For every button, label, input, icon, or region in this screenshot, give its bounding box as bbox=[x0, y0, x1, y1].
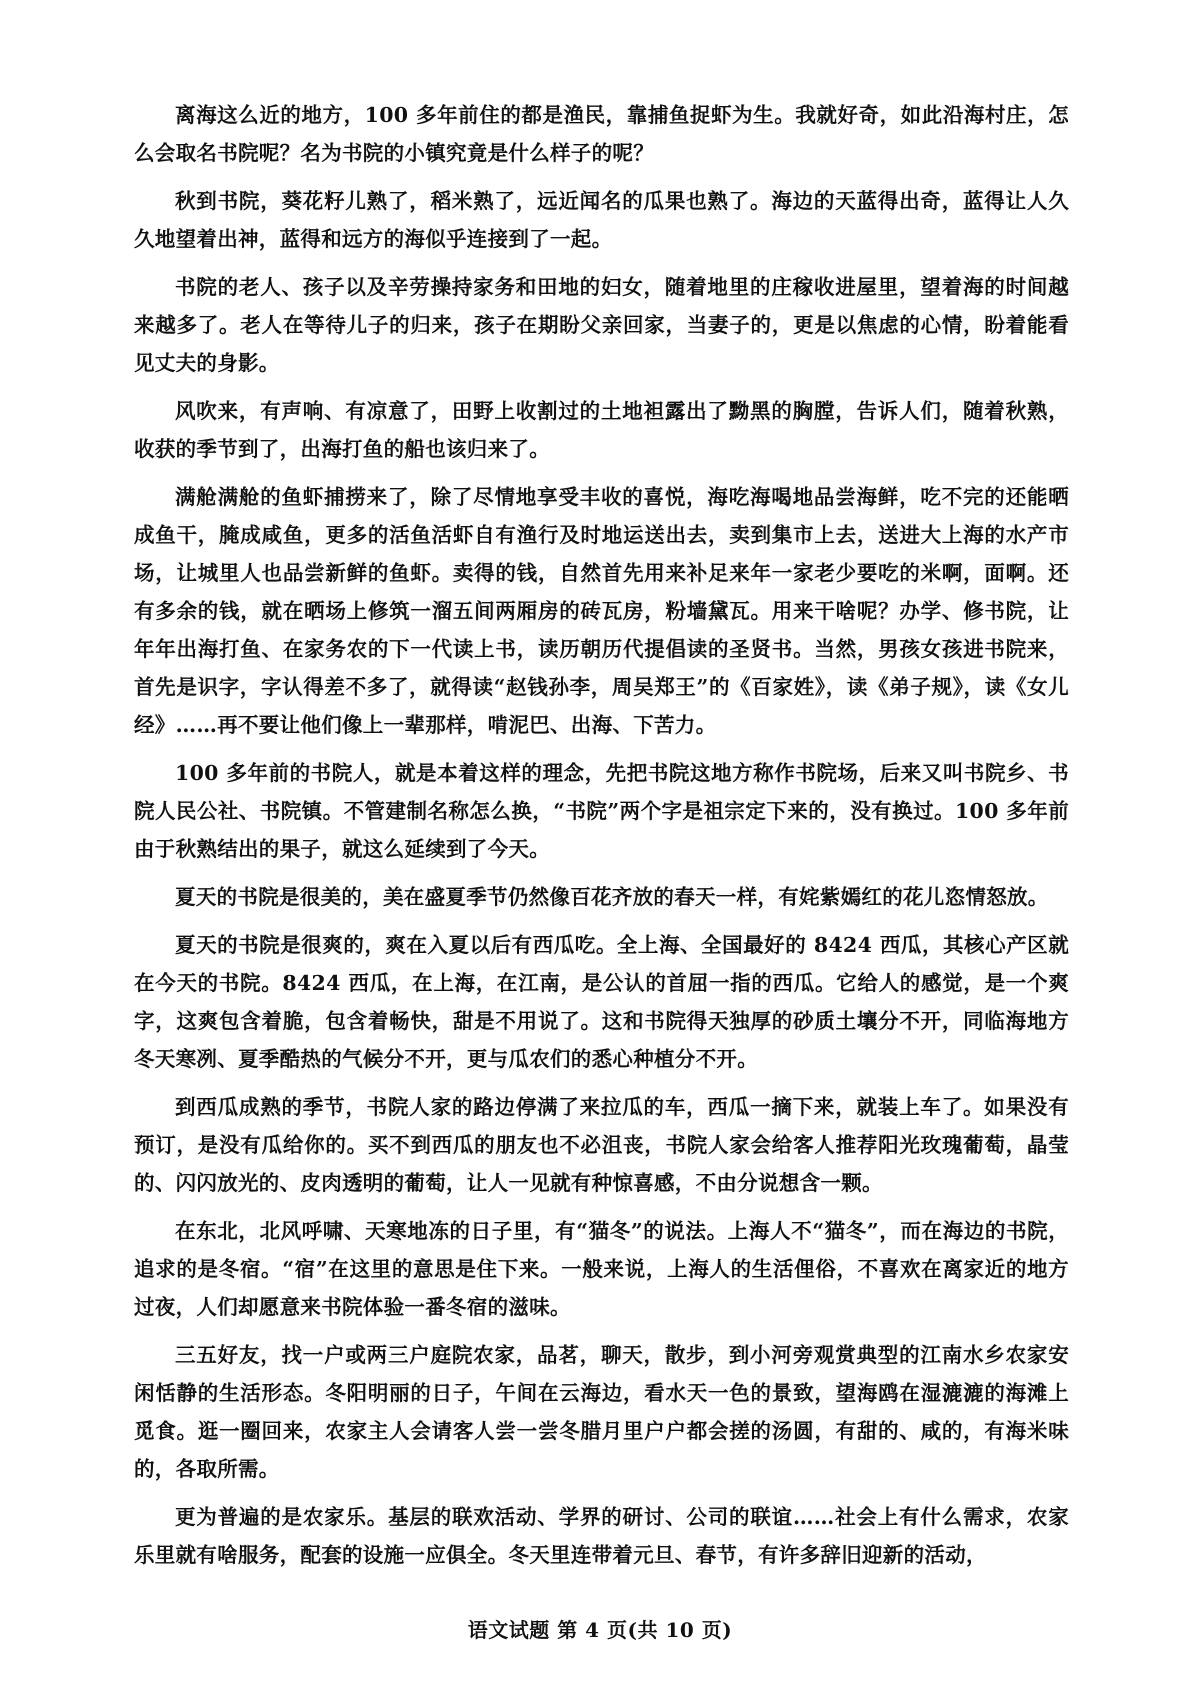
paragraph-5: 满舱满舱的鱼虾捕捞来了，除了尽情地享受丰收的喜悦，海吃海喝地品尝海鲜，吃不完的还能晒成鱼干，腌成咸鱼，更多的活鱼活虾自有渔行及时地运送出去，卖到集市上去，送进大上海的水产市场，让城里人也品尝新鲜的鱼虾。卖得的钱，自然首先用来补足来年一家老少要吃的米啊，面啊。还有多余的钱，就在晒场上修筑一溜五间两厢房的砖瓦房，粉墙黛瓦。用来干啥呢？办学、修书院，让年年出海打鱼、在家务农的下一代读上书，读历朝历代提倡读的圣贤书。当然，男孩女孩进书院来，首先是识字，字认得差不多了，就得读“赵钱孙李，周吴郑王”的《百家姓》，读《弟子规》，读《女儿经》……再不要让他们像上一辈那样，啃泥巴、出海、下苦力。 bbox=[134, 485, 1069, 737]
paragraph-2: 秋到书院，葵花籽儿熟了，稻米熟了，远近闻名的瓜果也熟了。海边的天蓝得出奇，蓝得让人久久地望着出神，蓝得和远方的海似乎连接到了一起。 bbox=[134, 189, 1069, 251]
paragraph-8: 夏天的书院是很爽的，爽在入夏以后有西瓜吃。全上海、全国最好的 8424 西瓜，其核心产区就在今天的书院。8424 西瓜，在上海，在江南，是公认的首屈一指的西瓜。它给人的感觉，是一个爽字，这爽包含着脆，包含着畅快，甜是不用说了。这和书院得天独厚的砂质土壤分不开，同临海地方冬天寒冽、夏季酷热的气候分不开，更与瓜农们的悉心种植分不开。 bbox=[134, 933, 1069, 1071]
paragraph-10: 在东北，北风呼啸、天寒地冻的日子里，有“猫冬”的说法。上海人不“猫冬”，而在海边的书院，追求的是冬宿。“宿”在这里的意思是住下来。一般来说，上海人的生活俚俗，不喜欢在离家近的地方过夜，人们却愿意来书院体验一番冬宿的滋味。 bbox=[134, 1219, 1069, 1319]
paragraph-11: 三五好友，找一户或两三户庭院农家，品茗，聊天，散步，到小河旁观赏典型的江南水乡农家安闲恬静的生活形态。冬阳明丽的日子，午间在云海边，看水天一色的景致，望海鸥在湿漉漉的海滩上觅食。逛一圈回来，农家主人会请客人尝一尝冬腊月里户户都会搓的汤圆，有甜的、咸的，有海米味的，各取所需。 bbox=[134, 1343, 1069, 1481]
paragraph-7: 夏天的书院是很美的，美在盛夏季节仍然像百花齐放的春天一样，有姹紫嫣红的花儿恣情怒放。 bbox=[175, 885, 1049, 909]
paragraph-6: 100 多年前的书院人，就是本着这样的理念，先把书院这地方称作书院场，后来又叫书院乡、书院人民公社、书院镇。不管建制名称怎么换，“书院”两个字是祖宗定下来的，没有换过。100 多年前由于秋熟结出的果子，就这么延续到了今天。 bbox=[134, 761, 1069, 861]
paragraph-9: 到西瓜成熟的季节，书院人家的路边停满了来拉瓜的车，西瓜一摘下来，就装上车了。如果没有预订，是没有瓜给你的。买不到西瓜的朋友也不必沮丧，书院人家会给客人推荐阳光玫瑰葡萄，晶莹的、闪闪放光的、皮肉透明的葡萄，让人一见就有种惊喜感，不由分说想含一颗。 bbox=[134, 1095, 1069, 1195]
paragraph-3: 书院的老人、孩子以及辛劳操持家务和田地的妇女，随着地里的庄稼收进屋里，望着海的时间越来越多了。老人在等待儿子的归来，孩子在期盼父亲回家，当妻子的，更是以焦虑的心情，盼着能看见丈夫的身影。 bbox=[134, 275, 1069, 375]
paragraph-1: 离海这么近的地方，100 多年前住的都是渔民，靠捕鱼捉虾为生。我就好奇，如此沿海村庄，怎么会取名书院呢？名为书院的小镇究竟是什么样子的呢？ bbox=[134, 103, 1069, 165]
paragraph-12: 更为普遍的是农家乐。基层的联欢活动、学界的研讨、公司的联谊……社会上有什么需求，农家乐里就有啥服务，配套的设施一应俱全。冬天里连带着元旦、春节，有许多辞旧迎新的活动， bbox=[134, 1505, 1069, 1567]
article-body bbox=[134, 96, 1069, 1584]
paragraph-4: 风吹来，有声响、有凉意了，田野上收割过的土地袒露出了黝黑的胸膛，告诉人们，随着秋熟，收获的季节到了，出海打鱼的船也该归来了。 bbox=[134, 399, 1069, 461]
page-footer: 语文试题 第 4 页(共 10 页) bbox=[467, 1618, 733, 1642]
